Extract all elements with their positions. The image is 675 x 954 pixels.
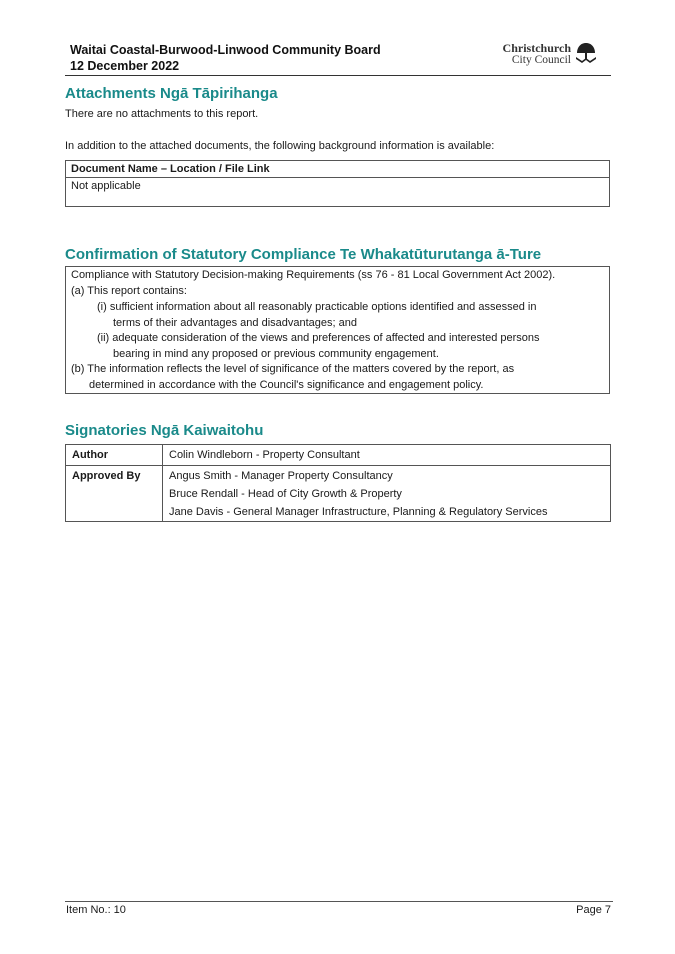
background-intro: In addition to the attached documents, the following background information is available:: [65, 140, 495, 152]
logo-text-line1: Christchurch: [502, 41, 571, 55]
author-label: Author: [72, 449, 109, 461]
compliance-item-a-ii-cont: bearing in mind any proposed or previous community engagement.: [113, 348, 439, 360]
compliance-item-a-i: (i) sufficient information about all reasonably practicable options identified and assessed in: [97, 301, 537, 313]
table-cell: Not applicable: [71, 180, 141, 192]
table-divider: [66, 177, 609, 178]
approved-by-label: Approved By: [72, 470, 141, 482]
column-divider: [162, 445, 163, 521]
item-number: Item No.: 10: [66, 904, 126, 916]
compliance-item-b-cont: determined in accordance with the Council's significance and engagement policy.: [89, 379, 484, 391]
approver-2: Bruce Rendall - Head of City Growth & Property: [169, 488, 402, 500]
attachments-heading: Attachments Ngā Tāpirihanga: [65, 85, 278, 102]
compliance-box: [65, 266, 610, 394]
compliance-item-a-ii: (ii) adequate consideration of the views and preferences of affected and interested persons: [97, 332, 540, 344]
signatories-table: [65, 444, 611, 522]
logo-text-line2: City Council: [511, 54, 571, 66]
compliance-item-a: (a) This report contains:: [71, 285, 187, 297]
page-footer: [65, 901, 613, 916]
page-header: [65, 41, 611, 76]
background-documents-table: [65, 160, 610, 207]
compliance-intro: Compliance with Statutory Decision-making Requirements (ss 76 - 81 Local Government Act 2002).: [71, 269, 556, 281]
row-divider: [66, 465, 610, 466]
board-name: Waitai Coastal-Burwood-Linwood Community Board: [70, 43, 381, 57]
meeting-date: 12 December 2022: [70, 59, 180, 73]
council-logo: [495, 41, 599, 69]
author-value: Colin Windleborn - Property Consultant: [169, 449, 360, 461]
no-attachments-text: There are no attachments to this report.: [65, 108, 259, 120]
signatories-heading: Signatories Ngā Kaiwaitohu: [65, 422, 264, 439]
compliance-item-a-i-cont: terms of their advantages and disadvantages; and: [113, 317, 357, 329]
page-number: Page 7: [576, 904, 611, 916]
compliance-heading: Confirmation of Statutory Compliance Te Whakatūturutanga ā-Ture: [65, 246, 542, 263]
christchurch-city-council-logo-icon: [573, 41, 599, 67]
compliance-item-b: (b) The information reflects the level of significance of the matters covered by the report, as: [71, 363, 515, 375]
approver-3: Jane Davis - General Manager Infrastructure, Planning & Regulatory Services: [169, 506, 548, 518]
table-header: Document Name – Location / File Link: [71, 163, 270, 175]
approver-1: Angus Smith - Manager Property Consultancy: [169, 470, 393, 482]
